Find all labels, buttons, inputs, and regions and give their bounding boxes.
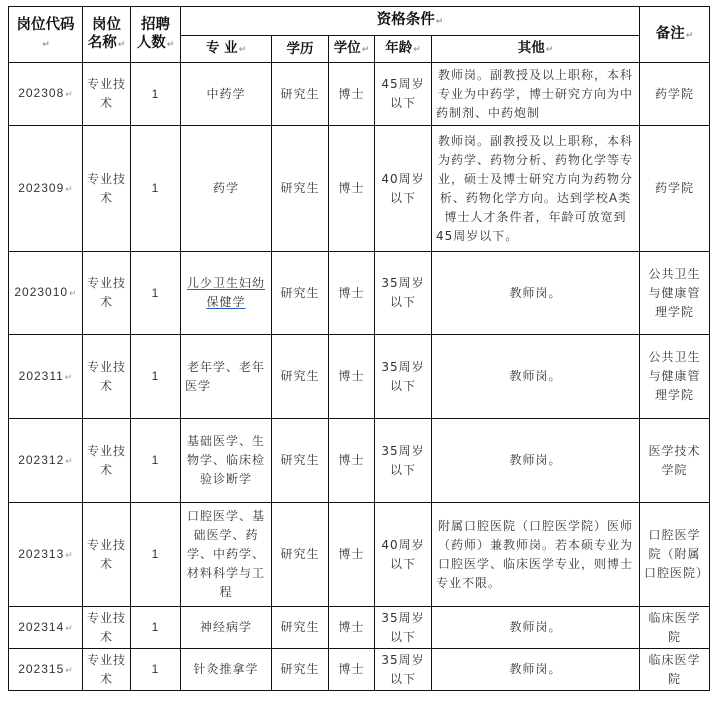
cell-other: 教师岗。副教授及以上职称，本科专业为中药学，博士研究方向为中药制剂、中药炮制 <box>432 63 640 126</box>
cell-major: 老年学、老年医学 <box>181 335 272 419</box>
cell-age: 40周岁以下 <box>375 126 432 252</box>
table-row <box>9 503 710 607</box>
cell-education: 研究生 <box>272 126 329 252</box>
cell-education: 研究生 <box>272 649 329 691</box>
table-row <box>9 607 710 649</box>
cell-count: 1 <box>131 649 181 691</box>
cell-age: 35周岁以下 <box>375 335 432 419</box>
recruitment-table <box>8 6 710 691</box>
cell-name: 专业技术 <box>83 649 131 691</box>
cell-other: 教师岗。 <box>432 649 640 691</box>
cell-count: 1 <box>131 503 181 607</box>
cell-age: 35周岁以下 <box>375 649 432 691</box>
cell-name: 专业技术 <box>83 252 131 335</box>
cell-degree: 博士 <box>329 419 375 503</box>
cell-count: 1 <box>131 63 181 126</box>
cell-degree: 博士 <box>329 607 375 649</box>
cell-degree: 博士 <box>329 503 375 607</box>
cell-remark: 临床医学院 <box>640 607 710 649</box>
cell-count: 1 <box>131 419 181 503</box>
cell-other: 教师岗。 <box>432 335 640 419</box>
cell-degree: 博士 <box>329 335 375 419</box>
cell-name: 专业技术 <box>83 419 131 503</box>
cell-major: 药学 <box>181 126 272 252</box>
cell-other: 教师岗。 <box>432 419 640 503</box>
cell-other: 教师岗。 <box>432 607 640 649</box>
header-position-name: 岗位名称↵ <box>83 7 131 63</box>
header-major: 专 业↵ <box>181 36 272 63</box>
header-remark: 备注↵ <box>640 7 710 63</box>
cell-remark: 口腔医学院（附属口腔医院） <box>640 503 710 607</box>
table-row <box>9 252 710 335</box>
cell-remark: 公共卫生与健康管理学院 <box>640 335 710 419</box>
cell-education: 研究生 <box>272 335 329 419</box>
cell-code: 202315↵ <box>9 649 83 691</box>
cell-count: 1 <box>131 252 181 335</box>
cell-code: 202312↵ <box>9 419 83 503</box>
table-row <box>9 335 710 419</box>
cell-code: 202311↵ <box>9 335 83 419</box>
cell-education: 研究生 <box>272 503 329 607</box>
header-degree: 学位↵ <box>329 36 375 63</box>
cell-major: 儿少卫生妇幼保健学 <box>181 252 272 335</box>
cell-education: 研究生 <box>272 252 329 335</box>
table-row <box>9 419 710 503</box>
cell-other: 教师岗。 <box>432 252 640 335</box>
cell-remark: 药学院 <box>640 126 710 252</box>
cell-other: 教师岗。副教授及以上职称，本科为药学、药物分析、药物化学等专业，硕士及博士研究方向为药物分析、药物化学方向。达到学校A类博士人才条件者，年龄可放宽到45周岁以下。 <box>432 126 640 252</box>
table-row <box>9 63 710 126</box>
cell-count: 1 <box>131 335 181 419</box>
cell-major: 针灸推拿学 <box>181 649 272 691</box>
cell-code: 202313↵ <box>9 503 83 607</box>
header-education: 学历 <box>272 36 329 63</box>
cell-education: 研究生 <box>272 607 329 649</box>
cell-name: 专业技术 <box>83 126 131 252</box>
header-other: 其他↵ <box>432 36 640 63</box>
cell-age: 40周岁以下 <box>375 503 432 607</box>
cell-age: 35周岁以下 <box>375 607 432 649</box>
cell-degree: 博士 <box>329 252 375 335</box>
cell-major: 中药学 <box>181 63 272 126</box>
cell-major: 基础医学、生物学、临床检验诊断学 <box>181 419 272 503</box>
header-hire-count: 招聘人数↵ <box>131 7 181 63</box>
cell-name: 专业技术 <box>83 335 131 419</box>
cell-code: 2023010↵ <box>9 252 83 335</box>
cell-code: 202309↵ <box>9 126 83 252</box>
header-age: 年龄↵ <box>375 36 432 63</box>
cell-other: 附属口腔医院（口腔医学院）医师（药师）兼教师岗。若本硕专业为口腔医学、临床医学专业，则博士专业不限。 <box>432 503 640 607</box>
cell-degree: 博士 <box>329 63 375 126</box>
header-qualifications: 资格条件↵ <box>181 7 640 36</box>
cell-degree: 博士 <box>329 649 375 691</box>
cell-code: 202308↵ <box>9 63 83 126</box>
cell-age: 35周岁以下 <box>375 419 432 503</box>
header-position-code: 岗位代码↵ <box>9 7 83 63</box>
cell-major: 神经病学 <box>181 607 272 649</box>
cell-education: 研究生 <box>272 419 329 503</box>
cell-code: 202314↵ <box>9 607 83 649</box>
cell-major: 口腔医学、基础医学、药学、中药学、材料科学与工程 <box>181 503 272 607</box>
cell-name: 专业技术 <box>83 63 131 126</box>
table-row <box>9 649 710 691</box>
cell-remark: 公共卫生与健康管理学院 <box>640 252 710 335</box>
cell-age: 45周岁以下 <box>375 63 432 126</box>
cell-education: 研究生 <box>272 63 329 126</box>
cell-count: 1 <box>131 607 181 649</box>
cell-name: 专业技术 <box>83 503 131 607</box>
cell-count: 1 <box>131 126 181 252</box>
cell-name: 专业技术 <box>83 607 131 649</box>
cell-degree: 博士 <box>329 126 375 252</box>
table-row <box>9 126 710 252</box>
cell-remark: 药学院 <box>640 63 710 126</box>
cell-age: 35周岁以下 <box>375 252 432 335</box>
cell-remark: 医学技术学院 <box>640 419 710 503</box>
cell-remark: 临床医学院 <box>640 649 710 691</box>
